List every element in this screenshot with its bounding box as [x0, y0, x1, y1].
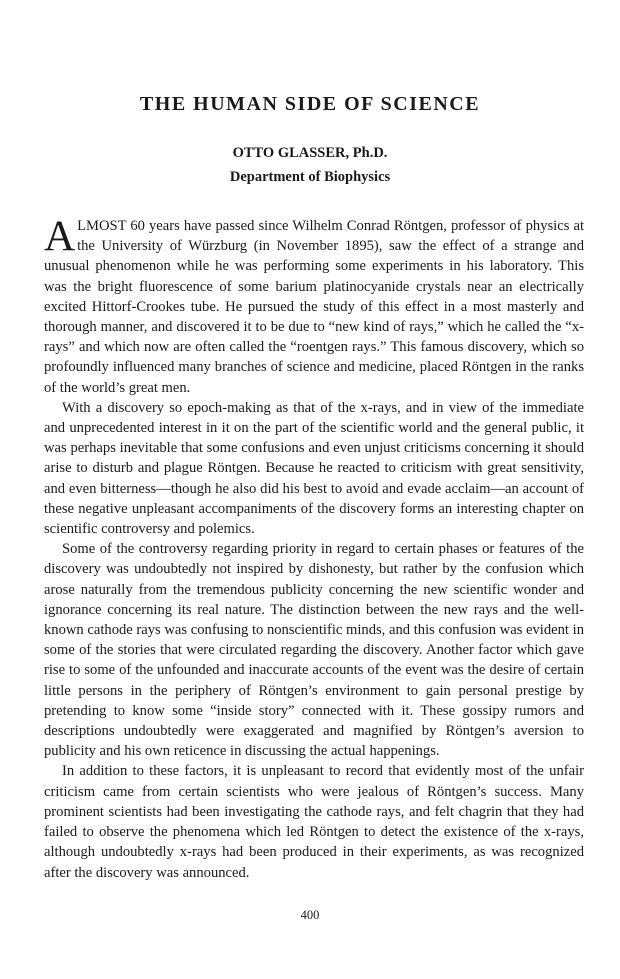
author-name: OTTO GLASSER, Ph.D. [232, 145, 388, 161]
paragraph-1-text: LMOST 60 years have passed since Wilhelm Conrad Röntgen, professor of physics at the University of Würzburg (in November 1895), saw the effect of a strange and unusual phenomenon while he was performing some experiments in his laboratory. This was the bright fluorescence of some barium platinocyanide crystals near an electrically excited Hittorf-Crookes tube. He pursued the study of this effect in a most masterly and thorough manner, and discovered it to be due to “new kind of rays,” which he called the “x-rays” and which now are often called the “roentgen rays.” This famous discovery, which so profoundly influenced many branches of science and medicine, placed Röntgen in the ranks of the world’s great men. [44, 218, 584, 396]
paragraph-1 [44, 213, 584, 398]
article-body [44, 213, 584, 883]
drop-cap: A [44, 213, 76, 260]
paragraph-3: Some of the controversy regarding priority in regard to certain phases or features of the discovery was undoubtedly not inspired by dishonesty, but rather by the confusion which arose naturally from the tremendous publicity concerning the new scientific wonder and ignorance concerning its real nature. The distinction between the new rays and the well-known cathode rays was confusing to nonscientific minds, and this confusion was evident in some of the stories that were circulated regarding the discovery. Another factor which gave rise to some of the unfounded and inaccurate accounts of the event was the desire of certain little persons in the periphery of Röntgen’s environment to gain personal prestige by pretending to know some “inside story” connected with it. These gossipy rumors and descriptions undoubtedly were exaggerated and magnified by Röntgen’s aversion to publicity and his own reticence in discussing the actual happenings. [44, 541, 584, 760]
author-department: Department of Biophysics [229, 169, 391, 185]
paragraph-4: In addition to these factors, it is unpleasant to record that evidently most of the unfair criticism came from certain scientists who were jealous of Röntgen’s success. Many prominent scientists had been investigating the cathode rays, and felt chagrin that they had failed to observe the phenomena which led Röntgen to detect the existence of the x-rays, although undoubtedly x-rays had been produced in their experiments, as was recognized after the discovery was announced. [44, 763, 584, 881]
paragraph-2: With a discovery so epoch-making as that of the x-rays, and in view of the immediate and unprecedented interest in it on the part of the scientific world and the general public, it was perhaps inevitable that some confusions and even unjust criticisms concerning it should arise to disturb and plague Röntgen. Because he reacted to criticism with great sensitivity, and even bitterness—though he also did his best to avoid and evade acclaim—an account of these negative unpleasant accompaniments of the discovery forms an interesting chapter on scientific controversy and polemics. [44, 399, 584, 538]
page-number: 400 [300, 908, 320, 922]
article-title: THE HUMAN SIDE OF SCIENCE [139, 93, 481, 115]
